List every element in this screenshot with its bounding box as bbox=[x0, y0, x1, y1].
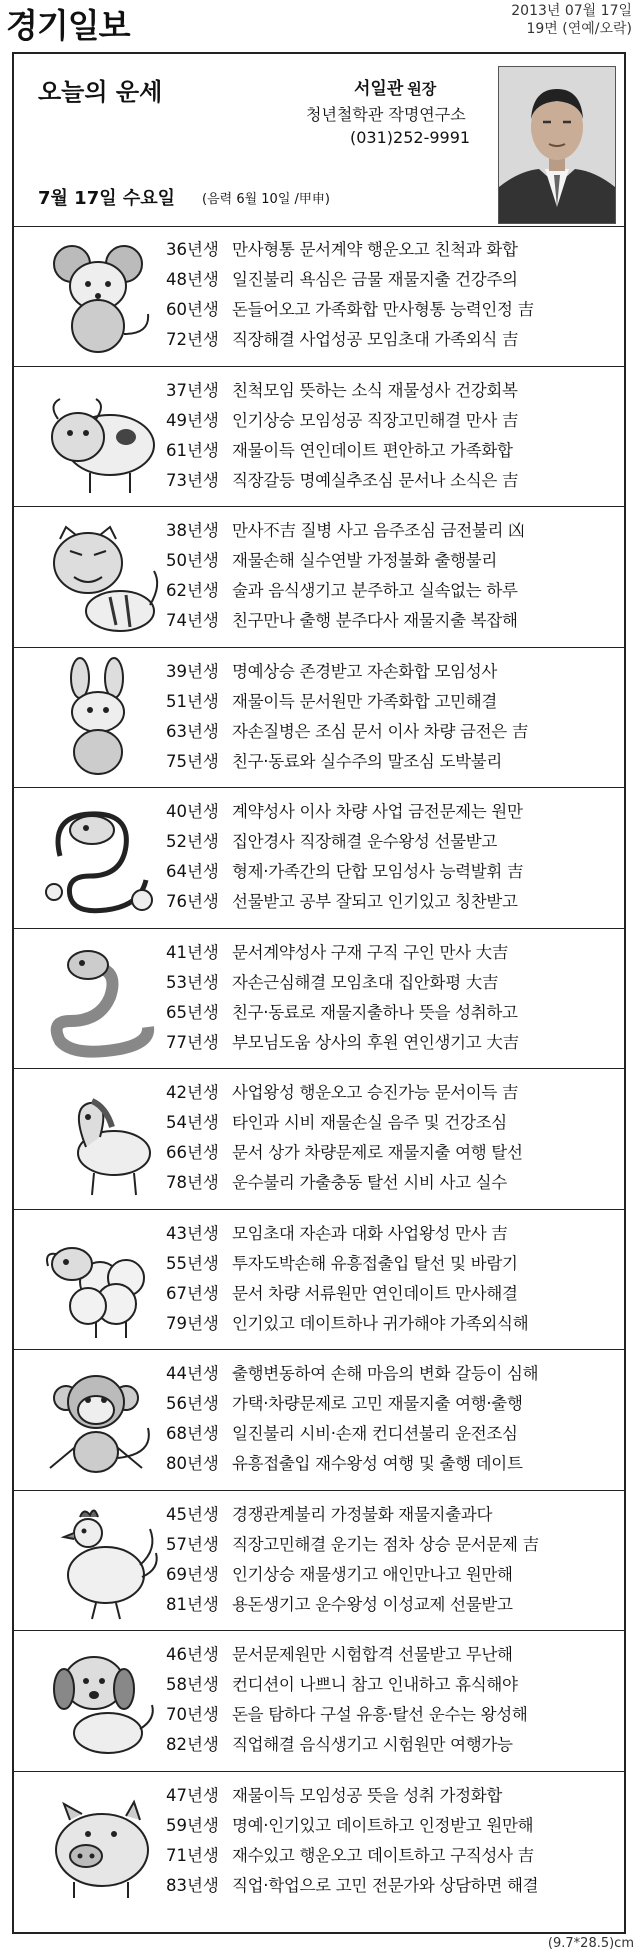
fortune-text: 부모님도움 상사의 후원 연인생기고 大吉 bbox=[232, 1032, 519, 1052]
zodiac-row-rooster bbox=[14, 1491, 624, 1632]
birth-year: 54년생 bbox=[166, 1113, 219, 1132]
fortune-text: 재물손해 실수연발 가정불화 출행불리 bbox=[232, 551, 498, 570]
zodiac-list bbox=[14, 226, 624, 1912]
birth-year: 59년생 bbox=[166, 1815, 219, 1835]
birth-year: 69년생 bbox=[166, 1564, 219, 1584]
fortune-lines bbox=[166, 1219, 616, 1339]
birth-year: 75년생 bbox=[166, 751, 219, 771]
pig-illustration bbox=[30, 1780, 166, 1904]
fortune-text: 직장고민해결 운기는 점차 상승 문서문제 吉 bbox=[232, 1534, 539, 1554]
fortune-line bbox=[166, 1730, 616, 1760]
fortune-line bbox=[166, 998, 616, 1028]
fortune-line bbox=[166, 747, 616, 777]
birth-year: 64년생 bbox=[166, 862, 219, 881]
fortune-line bbox=[166, 1640, 616, 1670]
birth-year: 80년생 bbox=[166, 1454, 219, 1473]
birth-year: 51년생 bbox=[166, 691, 219, 711]
fortune-line bbox=[166, 1560, 616, 1590]
fortune-text: 직업해결 음식생기고 시험원만 여행가능 bbox=[232, 1735, 513, 1754]
fortune-lines bbox=[166, 1078, 616, 1198]
fortune-line bbox=[166, 376, 616, 406]
masthead bbox=[0, 0, 640, 50]
birth-year: 38년생 bbox=[166, 521, 219, 540]
fortune-text: 돈들어오고 가족화합 만사형통 능력인정 吉 bbox=[232, 300, 534, 319]
birth-year: 60년생 bbox=[166, 300, 219, 319]
fortune-line bbox=[166, 1590, 616, 1620]
zodiac-row-sheep bbox=[14, 1210, 624, 1351]
rat-illustration bbox=[30, 234, 166, 358]
birth-year: 52년생 bbox=[166, 832, 219, 851]
ox-illustration bbox=[30, 375, 166, 499]
fortune-text: 명예·인기있고 데이트하고 인정받고 원만해 bbox=[232, 1815, 534, 1835]
fortune-text: 유흥접출입 재수왕성 여행 및 출행 데이트 bbox=[232, 1454, 523, 1473]
fortune-lines bbox=[166, 1359, 616, 1479]
author-line bbox=[354, 74, 436, 99]
fortune-text: 집안경사 직장해결 운수왕성 선물받고 bbox=[232, 832, 498, 851]
zodiac-row-snake bbox=[14, 929, 624, 1070]
fortune-line bbox=[166, 797, 616, 827]
fortune-line bbox=[166, 1279, 616, 1309]
fortune-text: 가택·차량문제로 고민 재물지출 여행·출행 bbox=[232, 1394, 523, 1413]
issue-date: 2013년 07월 17일 bbox=[511, 3, 632, 19]
birth-year: 74년생 bbox=[166, 611, 219, 630]
fortune-line bbox=[166, 1249, 616, 1279]
fortune-line bbox=[166, 265, 616, 295]
zodiac-row-horse bbox=[14, 1069, 624, 1210]
fortune-line bbox=[166, 1500, 616, 1530]
birth-year: 46년생 bbox=[166, 1645, 219, 1664]
page-title: 오늘의 운세 bbox=[38, 78, 163, 106]
fortune-line bbox=[166, 657, 616, 687]
zodiac-row-dog bbox=[14, 1631, 624, 1772]
birth-year: 70년생 bbox=[166, 1705, 219, 1724]
fortune-text: 명예상승 존경받고 자손화합 모임성사 bbox=[232, 661, 498, 681]
fortune-line bbox=[166, 1670, 616, 1700]
fortune-lines bbox=[166, 235, 616, 355]
birth-year: 41년생 bbox=[166, 942, 219, 962]
birth-year: 63년생 bbox=[166, 721, 219, 741]
fortune-line bbox=[166, 1309, 616, 1339]
horse-illustration bbox=[30, 1077, 166, 1201]
fortune-line bbox=[166, 1138, 616, 1168]
fortune-text: 형제·가족간의 단합 모임성사 능력발휘 吉 bbox=[232, 862, 524, 881]
zodiac-row-rat bbox=[14, 226, 624, 367]
birth-year: 43년생 bbox=[166, 1223, 219, 1243]
fortune-text: 재물이득 연인데이트 편안하고 가족화합 bbox=[232, 440, 513, 460]
fortune-text: 직업·학업으로 고민 전문가와 상담하면 해결 bbox=[232, 1875, 539, 1895]
birth-year: 82년생 bbox=[166, 1735, 219, 1754]
fortune-line bbox=[166, 1078, 616, 1108]
fortune-line bbox=[166, 687, 616, 717]
fortune-text: 인기상승 재물생기고 애인만나고 원만해 bbox=[232, 1564, 513, 1584]
fortune-line bbox=[166, 1530, 616, 1560]
fortune-text: 타인과 시비 재물손실 음주 및 건강조심 bbox=[232, 1113, 507, 1132]
birth-year: 72년생 bbox=[166, 330, 219, 349]
fortune-text: 문서 상가 차량문제로 재물지출 여행 탈선 bbox=[232, 1143, 523, 1162]
fortune-lines bbox=[166, 657, 616, 777]
fortune-line bbox=[166, 606, 616, 636]
birth-year: 79년생 bbox=[166, 1313, 219, 1333]
birth-year: 48년생 bbox=[166, 270, 219, 289]
birth-year: 55년생 bbox=[166, 1253, 219, 1273]
zodiac-row-tiger bbox=[14, 507, 624, 648]
fortune-text: 문서계약성사 구재 구직 구인 만사 大吉 bbox=[232, 942, 509, 962]
phone-number: (031)252-9991 bbox=[350, 128, 471, 147]
fortune-text: 모임초대 자손과 대화 사업왕성 만사 吉 bbox=[232, 1223, 508, 1243]
birth-year: 42년생 bbox=[166, 1083, 219, 1102]
birth-year: 57년생 bbox=[166, 1534, 219, 1554]
fortune-text: 자손질병은 조심 문서 이사 차량 금전은 吉 bbox=[232, 721, 529, 741]
fortune-text: 컨디션이 나쁘니 참고 인내하고 휴식해야 bbox=[232, 1675, 518, 1694]
fortune-line bbox=[166, 968, 616, 998]
fortune-line bbox=[166, 235, 616, 265]
birth-year: 83년생 bbox=[166, 1875, 219, 1895]
newspaper-logo: 경기일보 bbox=[6, 6, 130, 45]
birth-year: 66년생 bbox=[166, 1143, 219, 1162]
fortune-text: 직장갈등 명예실추조심 문서나 소식은 吉 bbox=[232, 470, 519, 490]
fortune-line bbox=[166, 516, 616, 546]
fortune-text: 경쟁관계불리 가정불화 재물지출과다 bbox=[232, 1504, 493, 1524]
fortune-line bbox=[166, 1871, 616, 1901]
birth-year: 76년생 bbox=[166, 892, 219, 911]
birth-year: 53년생 bbox=[166, 972, 219, 992]
zodiac-row-ox bbox=[14, 367, 624, 508]
fortune-text: 용돈생기고 운수왕성 이성교제 선물받고 bbox=[232, 1594, 513, 1614]
fortune-text: 선물받고 공부 잘되고 인기있고 칭찬받고 bbox=[232, 892, 518, 911]
fortune-text: 재수있고 행운오고 데이트하고 구직성사 吉 bbox=[232, 1845, 534, 1865]
size-note: (9.7*28.5)cm bbox=[547, 1936, 634, 1951]
fortune-text: 사업왕성 행운오고 승진가능 문서이득 吉 bbox=[232, 1083, 519, 1102]
horoscope-box bbox=[12, 52, 626, 1934]
fortune-line bbox=[166, 1359, 616, 1389]
fortune-text: 술과 음식생기고 분주하고 실속없는 하루 bbox=[232, 581, 518, 600]
fortune-line bbox=[166, 1781, 616, 1811]
birth-year: 58년생 bbox=[166, 1675, 219, 1694]
birth-year: 44년생 bbox=[166, 1364, 219, 1383]
birth-year: 78년생 bbox=[166, 1173, 219, 1192]
fortune-line bbox=[166, 827, 616, 857]
birth-year: 36년생 bbox=[166, 240, 219, 259]
fortune-line bbox=[166, 1108, 616, 1138]
fortune-line bbox=[166, 1028, 616, 1058]
fortune-text: 운수불리 가출충동 탈선 시비 사고 실수 bbox=[232, 1173, 507, 1192]
zodiac-row-monkey bbox=[14, 1350, 624, 1491]
birth-year: 67년생 bbox=[166, 1283, 219, 1303]
birth-year: 65년생 bbox=[166, 1002, 219, 1022]
zodiac-row-pig bbox=[14, 1772, 624, 1913]
birth-year: 45년생 bbox=[166, 1504, 219, 1524]
birth-year: 61년생 bbox=[166, 440, 219, 460]
monkey-illustration bbox=[30, 1358, 166, 1482]
fortune-text: 인기상승 모임성공 직장고민해결 만사 吉 bbox=[232, 410, 519, 430]
fortune-text: 투자도박손해 유흥접출입 탈선 및 바람기 bbox=[232, 1253, 518, 1273]
fortune-text: 친척모임 뜻하는 소식 재물성사 건강회복 bbox=[232, 380, 518, 400]
rooster-illustration bbox=[30, 1499, 166, 1623]
fortune-text: 만사不吉 질병 사고 음주조심 금전불리 凶 bbox=[232, 521, 525, 540]
fortune-line bbox=[166, 436, 616, 466]
dog-illustration bbox=[30, 1639, 166, 1763]
birth-year: 68년생 bbox=[166, 1424, 219, 1443]
dragon-illustration bbox=[30, 796, 166, 920]
horoscope-date: 7월 17일 수요일 bbox=[38, 188, 176, 209]
fortune-text: 만사형통 문서계약 행운오고 친척과 화합 bbox=[232, 240, 518, 259]
rabbit-illustration bbox=[30, 656, 166, 780]
fortune-lines bbox=[166, 797, 616, 917]
fortune-line bbox=[166, 466, 616, 496]
birth-year: 56년생 bbox=[166, 1394, 219, 1413]
edition-info bbox=[511, 2, 632, 38]
horoscope-header bbox=[14, 54, 624, 227]
fortune-lines bbox=[166, 1781, 616, 1901]
birth-year: 50년생 bbox=[166, 551, 219, 570]
fortune-line bbox=[166, 1219, 616, 1249]
fortune-line bbox=[166, 938, 616, 968]
snake-illustration bbox=[30, 937, 166, 1061]
birth-year: 71년생 bbox=[166, 1845, 219, 1865]
birth-year: 39년생 bbox=[166, 661, 219, 681]
fortune-line bbox=[166, 1811, 616, 1841]
fortune-text: 자손근심해결 모임초대 집안화평 大吉 bbox=[232, 972, 499, 992]
fortune-line bbox=[166, 325, 616, 355]
birth-year: 47년생 bbox=[166, 1785, 219, 1805]
fortune-text: 재물이득 모임성공 뜻을 성취 가정화합 bbox=[232, 1785, 503, 1805]
fortune-lines bbox=[166, 516, 616, 636]
fortune-text: 직장해결 사업성공 모임초대 가족외식 吉 bbox=[232, 330, 519, 349]
fortune-line bbox=[166, 576, 616, 606]
birth-year: 49년생 bbox=[166, 410, 219, 430]
fortune-line bbox=[166, 546, 616, 576]
fortune-text: 계약성사 이사 차량 사업 금전문제는 원만 bbox=[232, 802, 523, 821]
fortune-text: 재물이득 문서원만 가족화합 고민해결 bbox=[232, 691, 498, 711]
birth-year: 81년생 bbox=[166, 1594, 219, 1614]
birth-year: 77년생 bbox=[166, 1032, 219, 1052]
fortune-line bbox=[166, 1389, 616, 1419]
birth-year: 62년생 bbox=[166, 581, 219, 600]
fortune-line bbox=[166, 1841, 616, 1871]
fortune-text: 출행변동하여 손해 마음의 변화 갈등이 심해 bbox=[232, 1364, 539, 1383]
fortune-lines bbox=[166, 376, 616, 496]
fortune-line bbox=[166, 295, 616, 325]
fortune-text: 친구·동료와 실수주의 말조심 도박불리 bbox=[232, 751, 503, 771]
fortune-text: 친구·동료로 재물지출하나 뜻을 성취하고 bbox=[232, 1002, 518, 1022]
birth-year: 37년생 bbox=[166, 380, 219, 400]
fortune-line bbox=[166, 1168, 616, 1198]
fortune-text: 인기있고 데이트하나 귀가해야 가족외식해 bbox=[232, 1313, 529, 1333]
author-name: 서일관 bbox=[354, 79, 404, 99]
tiger-illustration bbox=[30, 515, 166, 639]
author-role: 원장 bbox=[407, 80, 437, 98]
fortune-line bbox=[166, 717, 616, 747]
fortune-text: 문서 차량 서류원만 연인데이트 만사해결 bbox=[232, 1283, 518, 1303]
zodiac-row-dragon bbox=[14, 788, 624, 929]
birth-year: 40년생 bbox=[166, 802, 219, 821]
fortune-text: 문서문제원만 시험합격 선물받고 무난해 bbox=[232, 1645, 513, 1664]
fortune-text: 친구만나 출행 분주다사 재물지출 복잡해 bbox=[232, 611, 518, 630]
fortune-text: 돈을 탐하다 구설 유흥·탈선 운수는 왕성해 bbox=[232, 1705, 528, 1724]
fortune-lines bbox=[166, 1500, 616, 1620]
lunar-date: (음력 6월 10일 /甲申) bbox=[202, 192, 330, 207]
fortune-lines bbox=[166, 938, 616, 1058]
birth-year: 73년생 bbox=[166, 470, 219, 490]
fortune-text: 일진불리 욕심은 금물 재물지출 건강주의 bbox=[232, 270, 518, 289]
zodiac-row-rabbit bbox=[14, 648, 624, 789]
fortune-line bbox=[166, 857, 616, 887]
institute-name: 청년철학관 작명연구소 bbox=[306, 105, 466, 124]
fortune-line bbox=[166, 887, 616, 917]
fortune-line bbox=[166, 1419, 616, 1449]
fortune-line bbox=[166, 1449, 616, 1479]
author-photo bbox=[498, 66, 616, 224]
fortune-line bbox=[166, 406, 616, 436]
sheep-illustration bbox=[30, 1218, 166, 1342]
fortune-lines bbox=[166, 1640, 616, 1760]
page-section: 19면 (연예/오락) bbox=[526, 21, 632, 37]
fortune-line bbox=[166, 1700, 616, 1730]
fortune-text: 일진불리 시비·손재 컨디션불리 운전조심 bbox=[232, 1424, 518, 1443]
